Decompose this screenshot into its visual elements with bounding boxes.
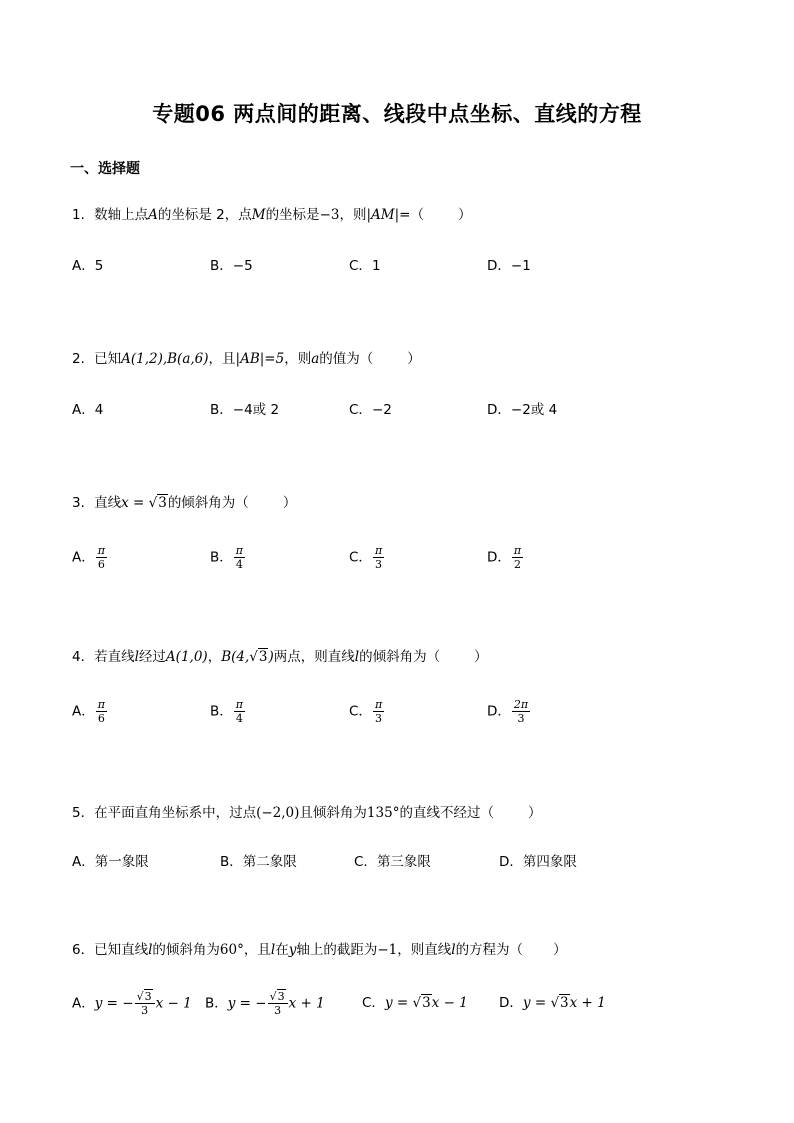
question-1: 1．数轴上点A的坐标是 2，点M的坐标是−3，则|AM|=（ ）	[72, 207, 472, 223]
question-number: 5．	[72, 805, 95, 821]
option-c[interactable]: C． $\frac{\pi}{3}$	[349, 544, 383, 571]
question-number: 6．	[72, 942, 95, 958]
option-c[interactable]: C．−2	[349, 402, 392, 418]
question-2: 2．已知A(1,2),B(a,6)，且|AB|=5，则a的值为（ ）	[72, 351, 421, 367]
option-b[interactable]: B． $\frac{\pi}{4}$	[210, 544, 243, 571]
page-title: 专题06 两点间的距离、线段中点坐标、直线的方程	[152, 102, 642, 126]
sqrt-symbol: √3	[269, 990, 285, 1003]
question-number: 2．	[72, 351, 95, 367]
option-a[interactable]: A．y = − $\frac{√3}{3}$ x − 1	[72, 990, 192, 1017]
option-d[interactable]: D．第四象限	[499, 854, 577, 870]
sqrt-symbol: √3	[550, 995, 569, 1011]
sqrt-symbol: √3	[136, 990, 152, 1003]
option-a[interactable]: A． $\frac{\pi}{6}$	[72, 698, 105, 725]
sqrt-symbol: √3	[249, 649, 268, 665]
option-c[interactable]: C．y = √3x − 1	[362, 995, 468, 1011]
question-number: 4．	[72, 649, 95, 665]
option-d[interactable]: D．−2或 4	[487, 402, 558, 418]
option-a[interactable]: A． $\frac{\pi}{6}$	[72, 544, 105, 571]
option-b[interactable]: B．y = − $\frac{√3}{3}$ x + 1	[205, 990, 325, 1017]
option-c[interactable]: C．第三象限	[354, 854, 431, 870]
sqrt-symbol: √3	[148, 495, 167, 511]
option-b[interactable]: B．−4或 2	[210, 402, 280, 418]
sqrt-symbol: √3	[412, 995, 431, 1011]
question-number: 1．	[72, 207, 95, 223]
option-a[interactable]: A．4	[72, 402, 104, 418]
option-d[interactable]: D．y = √3x + 1	[499, 995, 606, 1011]
option-a[interactable]: A．第一象限	[72, 854, 149, 870]
question-6: 6．已知直线l的倾斜角为60°，且l在y轴上的截距为−1，则直线l的方程为（ ）	[72, 942, 567, 958]
option-c[interactable]: C．1	[349, 258, 381, 274]
option-d[interactable]: D．−1	[487, 258, 531, 274]
question-number: 3．	[72, 495, 95, 511]
option-b[interactable]: B．第二象限	[220, 854, 297, 870]
option-b[interactable]: B．−5	[210, 258, 253, 274]
question-5: 5．在平面直角坐标系中，过点(−2,0)且倾斜角为135°的直线不经过（ ）	[72, 805, 542, 821]
question-4: 4．若直线l经过A(1,0)，B(4,√3)两点，则直线l的倾斜角为（ ）	[72, 649, 488, 665]
question-3: 3．直线x = √3的倾斜角为（ ）	[72, 495, 297, 511]
option-d[interactable]: D． $\frac{\pi}{2}$	[487, 544, 522, 571]
option-d[interactable]: D． $\frac{2\pi}{3}$	[487, 698, 529, 725]
option-b[interactable]: B． $\frac{\pi}{4}$	[210, 698, 243, 725]
option-c[interactable]: C． $\frac{\pi}{3}$	[349, 698, 383, 725]
section-heading: 一、选择题	[70, 161, 140, 177]
option-a[interactable]: A．5	[72, 258, 104, 274]
